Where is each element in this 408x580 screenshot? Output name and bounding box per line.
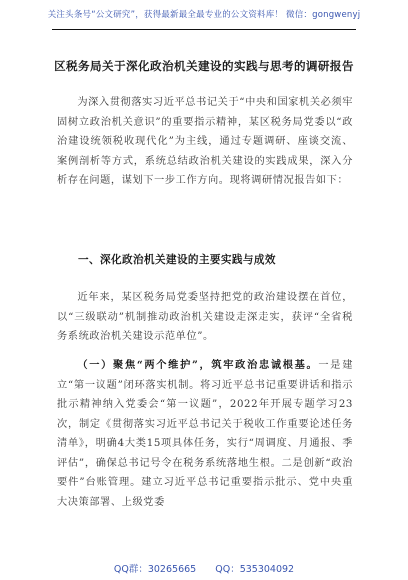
footer-qq: QQ：535304092	[215, 564, 295, 575]
document-title: 区税务局关于深化政治机关建设的实践与思考的调研报告	[54, 59, 354, 73]
intro-paragraph: 为深入贯彻落实习近平总书记关于“中央和国家机关必须牢固树立政治机关意识”的重要指示精神，某区税务局党委以“政治建设统领税收现代化”为主线，通过专题调研、座谈交流、案例剖析等方式，系统总结政治机关建设的实践成果，深入分析存在问题，谋划下一步工作方向。现将调研情况报告如下：	[57, 97, 353, 186]
section-intro-paragraph: 近年来，某区税务局党委坚持把党的政治建设摆在首位，以“三级联动”机制推动政治机关建设走深走实，获评“全省税务系统政治机关建设示范单位”。	[57, 292, 353, 342]
section-heading: 一、深化政治机关建设的主要实践与成效	[78, 254, 276, 266]
header-divider	[52, 29, 356, 30]
subsection-body: 一是建立“第一议题”闭环落实机制。将习近平总书记重要讲话和指示批示精神纳入党委会“第一议题”，2022年开展专题学习23次，制定《贯彻落实习近平总书记关于税收工作重要论述任务清单》，明确4大类15项具体任务，实行“周调度、月通报、季评估”，确保总书记号令在税务系统落地生根。二是创新“政治要件”台账管理。建立习近平总书记重要指示批示、党中央重大决策部署、上级党委	[57, 360, 353, 508]
footer-qq-group: QQ群：30265665	[113, 564, 197, 575]
footer-contact	[0, 561, 408, 575]
subsection-heading: （一）聚焦“两个维护”，筑牢政治忠诚根基。	[77, 359, 319, 371]
top-banner: 关注头条号“公文研究”，获得最新最全最专业的公文资料库！ 微信：gongwenyj	[47, 10, 361, 20]
subsection-paragraph	[57, 356, 353, 512]
